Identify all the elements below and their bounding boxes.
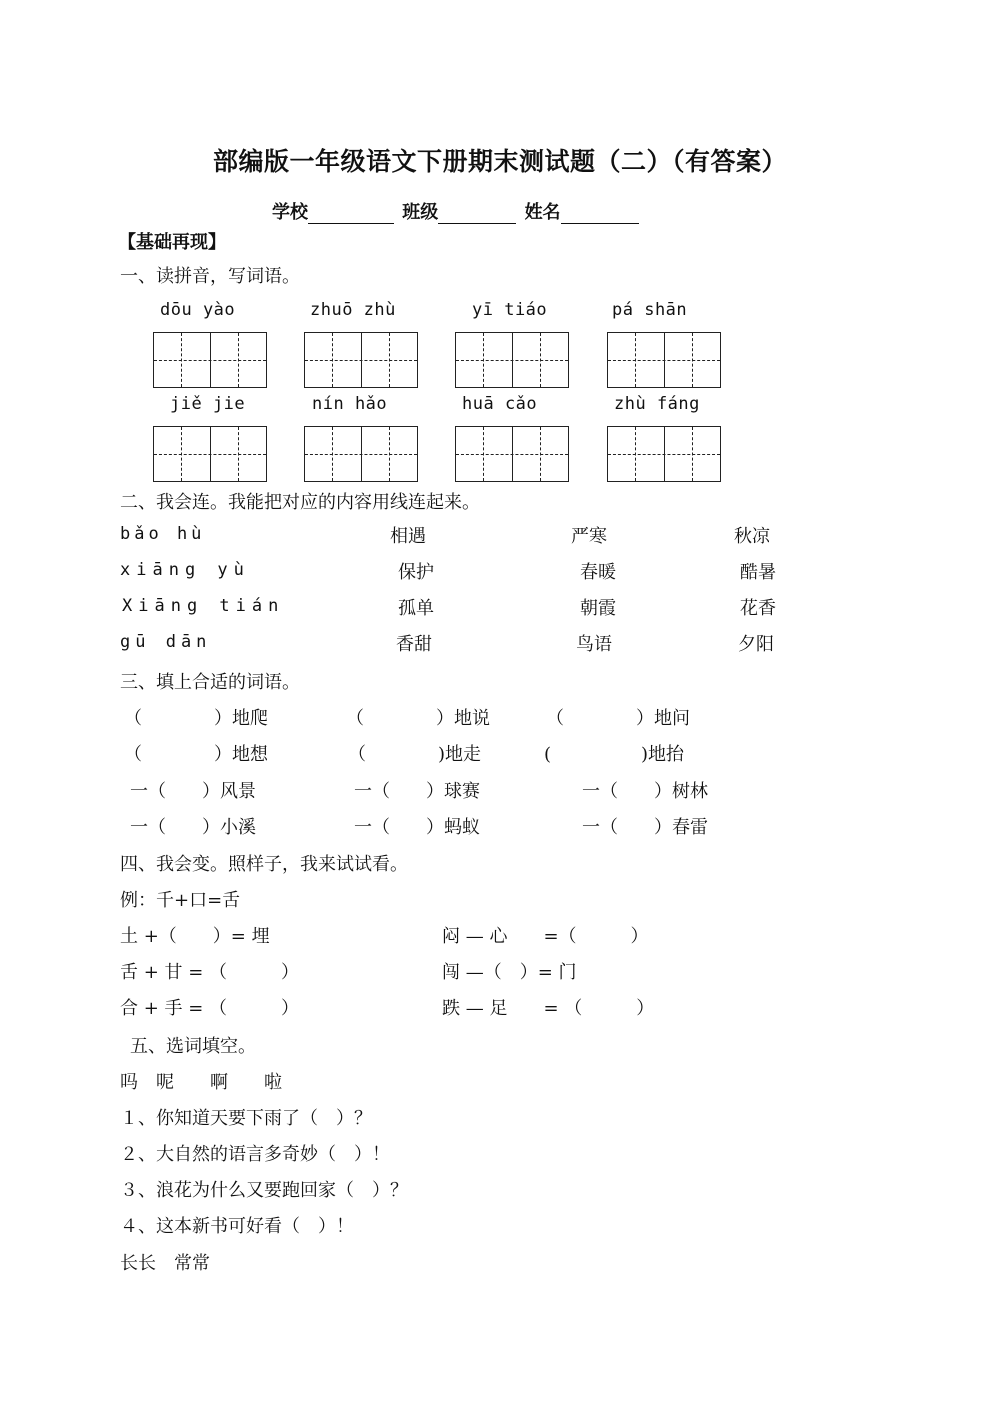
q2-word: 夕阳 [738,634,774,655]
q2-word: 孤单 [398,598,434,619]
q1-pinyin: huā cǎo [462,394,538,414]
q2-word: 花香 [740,598,776,619]
class-label: 班级 [402,202,439,223]
writing-grid[interactable] [153,332,267,388]
writing-grid[interactable] [304,426,418,482]
q4-item[interactable]: 土 +（ ）= 埋 [120,926,270,947]
q1-pinyin: nín hǎo [312,394,388,414]
class-blank[interactable] [438,205,516,224]
writing-grid[interactable] [153,426,267,482]
q3-heading: 三、填上合适的词语。 [120,672,300,693]
q1-pinyin: pá shān [612,300,688,320]
q1-pinyin: jiě jie [170,394,246,414]
writing-grid[interactable] [607,426,721,482]
q3-item[interactable]: 一（ ）球赛 [354,781,480,802]
q2-word: 鸟语 [576,634,612,655]
q2-word: 严寒 [571,526,607,547]
q1-pinyin: zhuō zhù [310,300,396,320]
q3-item[interactable]: 一（ ）树林 [582,781,708,802]
q5-word-bank-2: 长长 常常 [120,1253,210,1274]
student-info [272,198,641,224]
q3-item[interactable]: 一（ ）小溪 [130,817,256,838]
q2-word: 春暖 [580,562,616,583]
writing-grid[interactable] [455,426,569,482]
q4-item[interactable]: 闯 —（ ）= 门 [442,962,577,983]
q2-word: 香甜 [396,634,432,655]
q3-item[interactable]: 一（ ）风景 [130,781,256,802]
q3-item[interactable]: （ ）地爬 [124,708,268,729]
q1-pinyin: zhù fáng [614,394,700,414]
q4-item[interactable]: 跌 — 足 = （ ） [442,998,655,1019]
school-blank[interactable] [308,205,394,224]
q5-heading: 五、选词填空。 [130,1036,256,1057]
name-blank[interactable] [561,205,639,224]
q3-item[interactable]: ( )地抬 [544,744,685,765]
q3-item[interactable]: （ )地走 [348,744,482,765]
writing-grid[interactable] [455,332,569,388]
q3-item[interactable]: （ ）地问 [546,708,690,729]
q4-item[interactable]: 合 + 手 = （ ） [120,998,300,1019]
q3-item[interactable]: 一（ ）春雷 [582,817,708,838]
q2-word: 朝霞 [580,598,616,619]
q4-item[interactable]: 舌 + 甘 = （ ） [120,962,300,983]
q2-word: 秋凉 [734,526,770,547]
q2-pinyin: xiāng yù [120,560,250,580]
name-label: 姓名 [524,202,561,223]
writing-grid[interactable] [304,332,418,388]
q5-item[interactable]: ２、大自然的语言多奇妙（ ）！ [120,1144,390,1165]
section-basic: 【基础再现】 [118,232,226,253]
q4-example: 例：千+口=舌 [120,890,241,911]
q2-word: 相遇 [390,526,426,547]
q3-item[interactable]: （ ）地想 [124,744,268,765]
q1-pinyin: dōu yào [160,300,236,320]
q3-item[interactable]: 一（ ）蚂蚁 [354,817,480,838]
q1-heading: 一、读拼音，写词语。 [120,266,300,287]
q5-item[interactable]: ４、这本新书可好看（ ）！ [120,1216,354,1237]
q4-item[interactable]: 闷 — 心 =（ ） [442,926,649,947]
q2-heading: 二、我会连。我能把对应的内容用线连起来。 [120,492,480,513]
q1-pinyin: yī tiáo [472,300,548,320]
q4-heading: 四、我会变。照样子，我来试试看。 [120,854,408,875]
q2-word: 保护 [398,562,434,583]
q3-item[interactable]: （ ）地说 [346,708,490,729]
q2-word: 酷暑 [740,562,776,583]
q2-pinyin: bǎo hù [120,524,206,544]
writing-grid[interactable] [607,332,721,388]
q2-pinyin: gū dān [120,632,212,652]
q5-word-bank: 吗 呢 啊 啦 [120,1072,282,1093]
q2-pinyin: Xiāng tián [122,596,285,616]
q5-item[interactable]: １、你知道天要下雨了（ ）？ [120,1108,372,1129]
school-label: 学校 [272,202,308,223]
page-title: 部编版一年级语文下册期末测试题（二）（有答案） [212,147,787,176]
q5-item[interactable]: ３、浪花为什么又要跑回家（ ）？ [120,1180,408,1201]
